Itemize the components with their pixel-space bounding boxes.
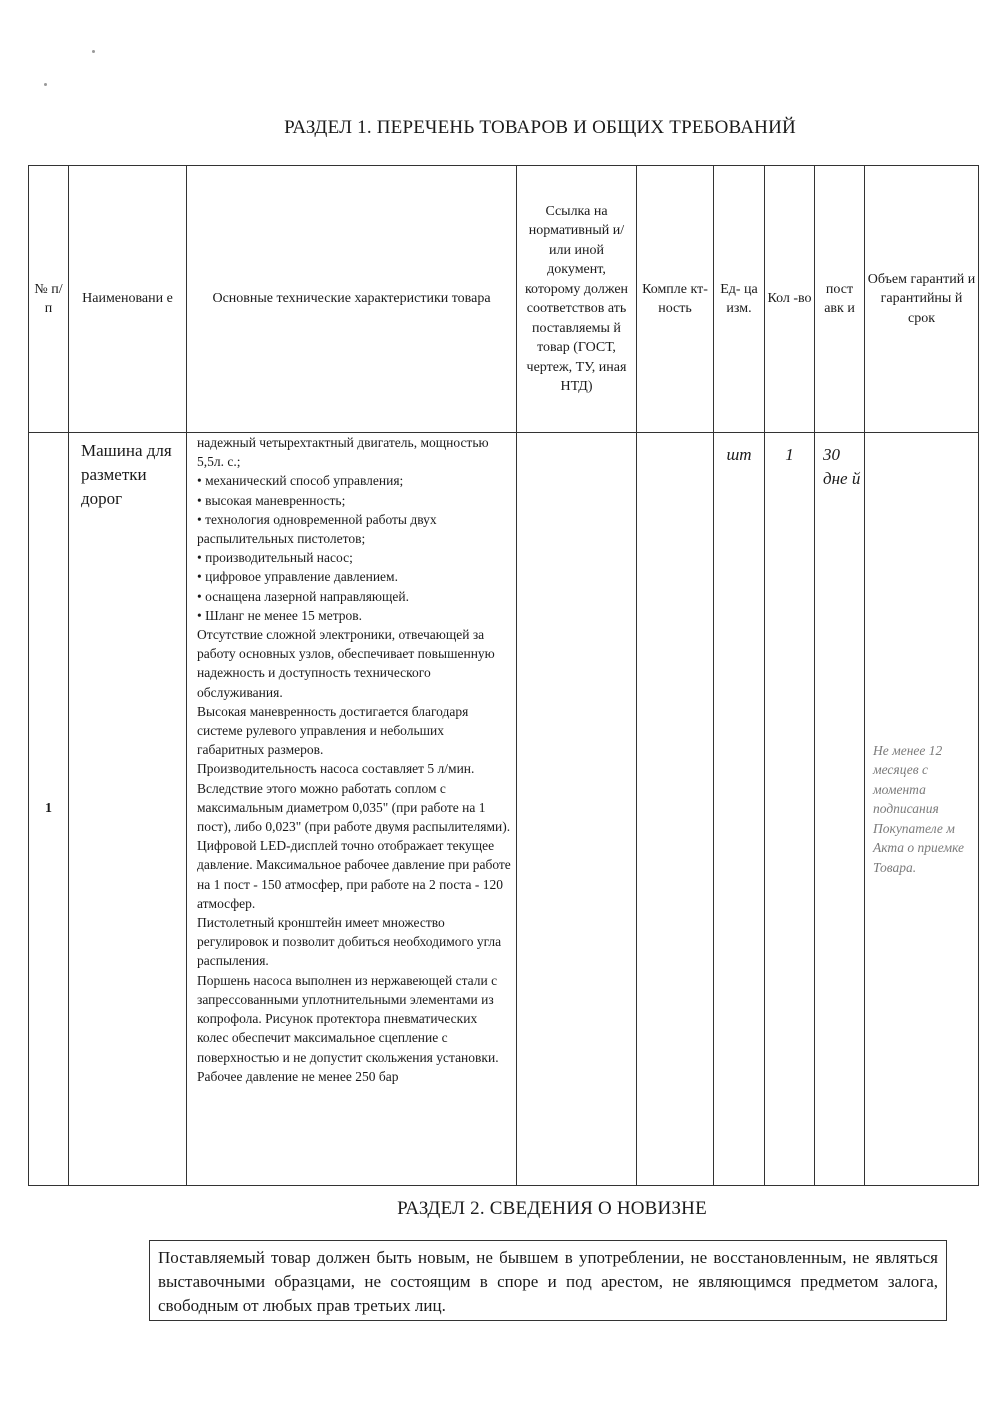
- quantity-value: 1: [785, 445, 794, 464]
- row-number: 1: [29, 433, 69, 1186]
- header-unit: Ед- ца изм.: [714, 166, 765, 433]
- unit-value: шт: [726, 445, 752, 464]
- section-2-title: РАЗДЕЛ 2. СВЕДЕНИЯ О НОВИЗНЕ: [397, 1198, 707, 1219]
- header-reference: Ссылка на нормативный и/или иной документ, которому должен соответствов ать поставляемы й товар (ГОСТ, чертеж, ТУ, иная НТД): [517, 166, 637, 433]
- spec-paragraph: Поршень насоса выполнен из нержавеющей стали с запрессованными уплотнительными элементами из копрофола. Рисунок протектора пневматических колес обеспечит максимальное сцепление с поверхностью и не допустит скольжения установки.: [197, 972, 499, 1065]
- spec-bullet: • механический способ управления;: [197, 473, 404, 489]
- row-unit-cell: [714, 433, 765, 1186]
- row-reference-cell: [517, 433, 637, 1186]
- header-quantity: Кол -во: [765, 166, 815, 433]
- scan-speck: [44, 83, 47, 86]
- spec-intro: надежный четырехтактный двигатель, мощностью 5,5л. с.;: [197, 435, 489, 470]
- row-delivery-cell: [815, 433, 865, 1186]
- header-number: № п/п: [29, 166, 69, 433]
- scan-speck: [92, 50, 95, 53]
- spec-paragraph: Высокая маневренность достигается благодаря системе рулевого управления и небольших габаритных размеров.: [197, 703, 469, 758]
- row-specs-cell: [187, 433, 517, 1186]
- goods-requirements-table: [28, 165, 979, 1186]
- delivery-value: 30 дне й: [823, 445, 861, 488]
- row-quantity-cell: [765, 433, 815, 1186]
- spec-paragraph: Рабочее давление не менее 250 бар: [197, 1068, 399, 1084]
- novelty-statement: Поставляемый товар должен быть новым, не бывшем в употреблении, не восстановленным, не являться выставочными образцами, не состоящим в споре и под арестом, не являющимся предметом залога, свободным от любых прав третьих лиц.: [149, 1240, 947, 1321]
- spec-bullet: • высокая маневренность;: [197, 492, 346, 508]
- header-completeness: Компле кт- ность: [637, 166, 714, 433]
- spec-paragraph: Производительность насоса составляет 5 л/мин. Вследствие этого можно работать соплом с максимальным диаметром 0,035" (при работе на 1 пост), либо 0,023" (при работе двумя распылителями).: [197, 761, 511, 835]
- spec-bullet: • технология одновременной работы двух распылительных пистолетов;: [197, 511, 437, 547]
- spec-bullet: • производительный насос;: [197, 550, 353, 566]
- spec-bullet: • Шланг не менее 15 метров.: [197, 607, 363, 623]
- spec-bullet: • оснащена лазерной направляющей.: [197, 588, 409, 604]
- table-row: [29, 433, 979, 1186]
- header-delivery: пост авк и: [815, 166, 865, 433]
- spec-bullet: • цифровое управление давлением.: [197, 569, 398, 585]
- row-warranty-cell: [865, 433, 979, 1186]
- spec-bullet-list: [187, 471, 516, 625]
- header-name: Наименовани е: [69, 166, 187, 433]
- product-name: Машина для разметки дорог: [81, 441, 172, 508]
- header-warranty: Объем гарантий и гарантийны й срок: [865, 166, 979, 433]
- row-name-cell: [69, 433, 187, 1186]
- spec-paragraph: Пистолетный кронштейн имеет множество регулировок и позволит добиться необходимого угла распыления.: [197, 915, 502, 969]
- table-header-row: [29, 166, 979, 433]
- row-completeness-cell: [637, 433, 714, 1186]
- spec-paragraph: Отсутствие сложной электроники, отвечающей за работу основных узлов, обеспечивает повышенную надежность и доступность технического обслуживания.: [197, 627, 495, 700]
- header-specs: Основные технические характеристики товара: [187, 166, 517, 433]
- warranty-value: Не менее 12 месяцев с момента подписания Покупателе м Акта о приемке Товара.: [873, 742, 965, 875]
- spec-paragraph: Цифровой LED-дисплей точно отображает текущее давление. Максимальное рабочее давление при работе на 1 пост - 150 атмосфер, при работе на 2 поста - 120 атмосфер.: [197, 838, 511, 911]
- section-1-title: РАЗДЕЛ 1. ПЕРЕЧЕНЬ ТОВАРОВ И ОБЩИХ ТРЕБОВАНИЙ: [284, 117, 796, 138]
